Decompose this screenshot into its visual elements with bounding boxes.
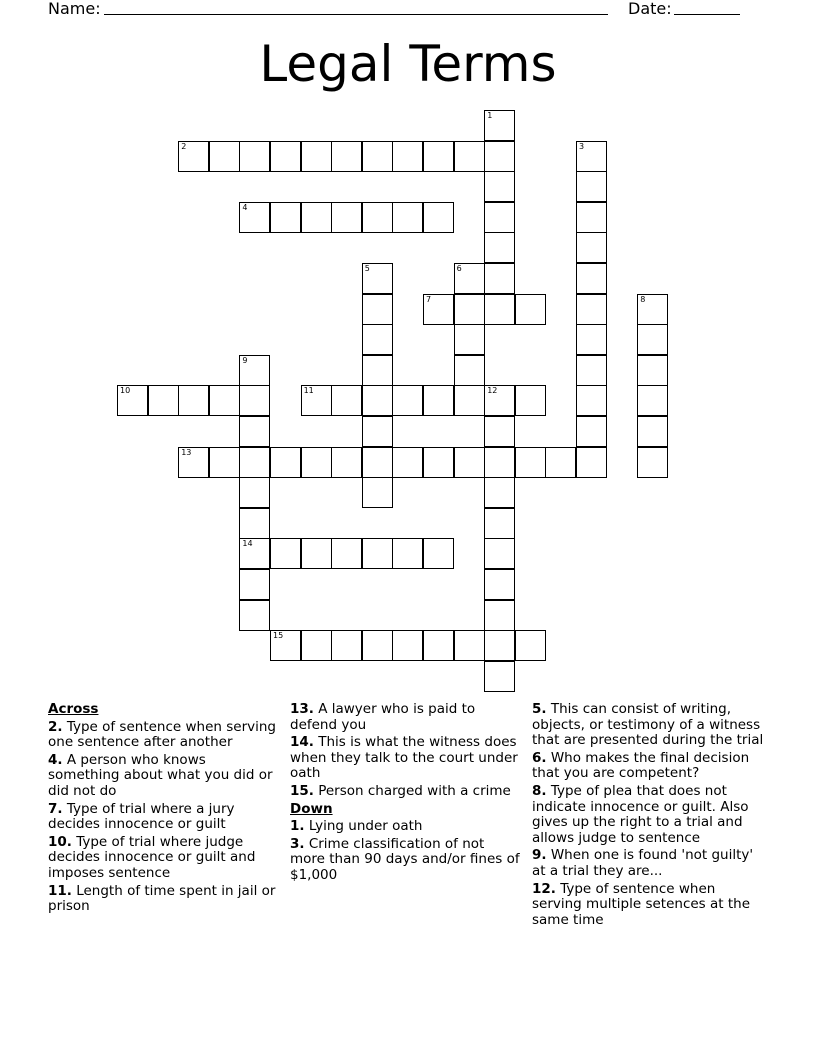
grid-cell[interactable] bbox=[454, 355, 485, 386]
clue-text: Type of sentence when serving one sentence after another bbox=[48, 718, 276, 751]
clue-number: 8. bbox=[532, 782, 547, 799]
grid-cell[interactable] bbox=[484, 202, 515, 233]
clue-number-label: 15 bbox=[273, 631, 284, 641]
grid-cell[interactable] bbox=[331, 202, 362, 233]
grid-cell[interactable] bbox=[484, 171, 515, 202]
grid-cell[interactable] bbox=[239, 416, 270, 447]
clue-number-label: 14 bbox=[242, 539, 253, 549]
clue-item bbox=[48, 835, 280, 882]
clue-text: This is what the witness does when they talk to the court under oath bbox=[290, 734, 518, 782]
grid-cell[interactable] bbox=[484, 294, 515, 325]
grid-cell[interactable] bbox=[576, 171, 607, 202]
grid-cell[interactable] bbox=[392, 538, 423, 569]
grid-cell[interactable] bbox=[515, 630, 546, 661]
clue-number-label: 9 bbox=[242, 355, 248, 365]
clue-text: Person charged with a crime bbox=[313, 782, 511, 799]
grid-cell[interactable] bbox=[454, 385, 485, 416]
clue-text: Type of plea that does not indicate innocence or guilt. Also gives up the right to a trial and allows judge to sentence bbox=[532, 782, 749, 846]
clue-number: 1. bbox=[290, 818, 305, 835]
clue-number: 4. bbox=[48, 751, 63, 768]
grid-cell[interactable] bbox=[423, 202, 454, 233]
grid-cell[interactable] bbox=[637, 416, 668, 447]
clue-text: A lawyer who is paid to defend you bbox=[290, 701, 476, 733]
clues-column-2 bbox=[290, 702, 522, 886]
clue-item bbox=[290, 702, 522, 733]
clue-item bbox=[532, 848, 764, 879]
grid-cell[interactable] bbox=[423, 447, 454, 478]
grid-cell[interactable] bbox=[362, 355, 393, 386]
clue-item bbox=[48, 753, 280, 800]
grid-cell[interactable] bbox=[331, 141, 362, 172]
grid-cell[interactable] bbox=[239, 355, 270, 386]
clue-item bbox=[290, 819, 522, 835]
grid-cell[interactable] bbox=[515, 447, 546, 478]
grid-cell[interactable] bbox=[301, 630, 332, 661]
clue-number-label: 10 bbox=[120, 386, 131, 396]
grid-cell[interactable] bbox=[331, 630, 362, 661]
grid-cell[interactable] bbox=[239, 600, 270, 631]
grid-cell[interactable] bbox=[515, 385, 546, 416]
grid-cell[interactable] bbox=[178, 385, 209, 416]
grid-cell[interactable] bbox=[392, 630, 423, 661]
grid-cell[interactable] bbox=[637, 385, 668, 416]
grid-cell[interactable] bbox=[576, 355, 607, 386]
grid-cell[interactable] bbox=[392, 141, 423, 172]
grid-cell[interactable] bbox=[484, 447, 515, 478]
clue-number-label: 11 bbox=[303, 386, 314, 396]
clue-number-label: 1 bbox=[487, 111, 493, 120]
clues-column-1 bbox=[48, 702, 280, 917]
clue-number-label: 7 bbox=[426, 294, 432, 304]
clue-item bbox=[290, 735, 522, 782]
clue-item bbox=[290, 837, 522, 884]
clue-number-label: 12 bbox=[487, 386, 498, 396]
grid-cell[interactable] bbox=[484, 477, 515, 508]
clue-text: When one is found 'not guilty' at a trial they are... bbox=[532, 847, 754, 879]
clue-text: Crime classification of not more than 90 days and/or fines of $1,000 bbox=[290, 835, 520, 883]
grid-cell[interactable] bbox=[454, 447, 485, 478]
page-title: Legal Terms bbox=[259, 35, 557, 93]
grid-cell[interactable] bbox=[576, 447, 607, 478]
clue-item bbox=[48, 720, 280, 751]
grid-cell[interactable] bbox=[331, 538, 362, 569]
grid-cell[interactable] bbox=[209, 385, 240, 416]
clue-item bbox=[48, 802, 280, 833]
grid-cell[interactable] bbox=[270, 447, 301, 478]
grid-cell[interactable] bbox=[239, 538, 270, 569]
grid-cell[interactable] bbox=[423, 141, 454, 172]
grid-cell[interactable] bbox=[301, 538, 332, 569]
grid-cell[interactable] bbox=[239, 447, 270, 478]
clue-number: 2. bbox=[48, 718, 63, 735]
grid-cell[interactable] bbox=[423, 385, 454, 416]
grid-cell[interactable] bbox=[301, 141, 332, 172]
grid-cell[interactable] bbox=[362, 630, 393, 661]
grid-cell[interactable] bbox=[484, 385, 515, 416]
grid-cell[interactable] bbox=[423, 538, 454, 569]
clues-column-3 bbox=[532, 702, 764, 930]
date-label: Date: bbox=[628, 0, 672, 18]
grid-cell[interactable] bbox=[576, 232, 607, 263]
grid-cell[interactable] bbox=[270, 141, 301, 172]
grid-cell[interactable] bbox=[576, 141, 607, 172]
grid-cell[interactable] bbox=[362, 263, 393, 294]
grid-cell[interactable] bbox=[423, 630, 454, 661]
grid-cell[interactable] bbox=[362, 141, 393, 172]
name-label: Name: bbox=[48, 0, 101, 18]
grid-cell[interactable] bbox=[270, 630, 301, 661]
clue-number: 5. bbox=[532, 701, 547, 717]
clue-number: 10. bbox=[48, 833, 72, 850]
clue-number-label: 2 bbox=[181, 141, 187, 151]
grid-cell[interactable] bbox=[515, 294, 546, 325]
section-heading: Down bbox=[290, 800, 333, 817]
grid-cell[interactable] bbox=[362, 447, 393, 478]
grid-cell[interactable] bbox=[239, 141, 270, 172]
clue-number-label: 6 bbox=[456, 264, 462, 273]
grid-cell[interactable] bbox=[484, 141, 515, 172]
grid-cell[interactable] bbox=[484, 600, 515, 631]
clue-text: Length of time spent in jail or prison bbox=[48, 882, 276, 915]
grid-cell[interactable] bbox=[454, 324, 485, 355]
grid-cell[interactable] bbox=[270, 202, 301, 233]
grid-cell[interactable] bbox=[576, 202, 607, 233]
grid-cell[interactable] bbox=[148, 385, 179, 416]
clue-text: Type of trial where a jury decides innocence or guilt bbox=[48, 800, 235, 833]
clue-item bbox=[532, 751, 764, 782]
grid-cell[interactable] bbox=[117, 385, 148, 416]
clue-text: This can consist of writing, objects, or testimony of a witness that are presented during the trial bbox=[532, 701, 764, 749]
clue-text: Lying under oath bbox=[304, 818, 423, 835]
grid-cell[interactable] bbox=[637, 324, 668, 355]
clue-number: 14. bbox=[290, 734, 314, 751]
clue-number-label: 5 bbox=[364, 264, 370, 273]
grid-cell[interactable] bbox=[392, 447, 423, 478]
grid-cell[interactable] bbox=[576, 263, 607, 294]
grid-cell[interactable] bbox=[239, 202, 270, 233]
grid-cell[interactable] bbox=[484, 232, 515, 263]
clue-number: 15. bbox=[290, 782, 314, 799]
grid-cell[interactable] bbox=[178, 141, 209, 172]
grid-cell[interactable] bbox=[239, 477, 270, 508]
grid-cell[interactable] bbox=[362, 294, 393, 325]
grid-cell[interactable] bbox=[239, 508, 270, 539]
clue-number: 3. bbox=[290, 835, 305, 852]
grid-cell[interactable] bbox=[270, 538, 301, 569]
grid-cell[interactable] bbox=[423, 294, 454, 325]
grid-cell[interactable] bbox=[484, 263, 515, 294]
grid-cell[interactable] bbox=[362, 385, 393, 416]
grid-cell[interactable] bbox=[392, 385, 423, 416]
grid-cell[interactable] bbox=[484, 538, 515, 569]
clue-item bbox=[532, 882, 764, 929]
grid-cell[interactable] bbox=[484, 110, 515, 141]
grid-cell[interactable] bbox=[484, 630, 515, 661]
grid-cell[interactable] bbox=[362, 416, 393, 447]
clue-number-label: 3 bbox=[579, 141, 585, 151]
grid-cell[interactable] bbox=[362, 324, 393, 355]
clue-number: 9. bbox=[532, 847, 547, 864]
grid-cell[interactable] bbox=[362, 538, 393, 569]
grid-cell[interactable] bbox=[178, 447, 209, 478]
grid-cell[interactable] bbox=[362, 477, 393, 508]
clue-number-label: 8 bbox=[640, 294, 646, 304]
grid-cell[interactable] bbox=[454, 294, 485, 325]
clue-text: A person who knows something about what you did or did not do bbox=[48, 751, 273, 799]
grid-cell[interactable] bbox=[637, 355, 668, 386]
grid-cell[interactable] bbox=[331, 385, 362, 416]
grid-cell[interactable] bbox=[362, 202, 393, 233]
grid-cell[interactable] bbox=[209, 141, 240, 172]
grid-cell[interactable] bbox=[545, 447, 576, 478]
grid-cell[interactable] bbox=[637, 294, 668, 325]
grid-cell[interactable] bbox=[576, 294, 607, 325]
grid-cell[interactable] bbox=[301, 447, 332, 478]
clue-item bbox=[48, 884, 280, 915]
section-heading: Across bbox=[48, 701, 99, 717]
grid-cell[interactable] bbox=[454, 263, 485, 294]
grid-cell[interactable] bbox=[239, 569, 270, 600]
grid-cell[interactable] bbox=[392, 202, 423, 233]
clue-text: Who makes the final decision that you are competent? bbox=[532, 749, 750, 782]
grid-cell[interactable] bbox=[484, 661, 515, 692]
grid-cell[interactable] bbox=[209, 447, 240, 478]
clue-number: 6. bbox=[532, 749, 547, 766]
grid-cell[interactable] bbox=[484, 508, 515, 539]
clue-number: 11. bbox=[48, 882, 72, 899]
grid-cell[interactable] bbox=[576, 324, 607, 355]
clue-text: Type of sentence when serving multiple setences at the same time bbox=[532, 880, 751, 928]
clue-item bbox=[532, 784, 764, 846]
clue-number: 7. bbox=[48, 800, 63, 817]
grid-cell[interactable] bbox=[454, 141, 485, 172]
grid-cell[interactable] bbox=[454, 630, 485, 661]
clue-item bbox=[290, 784, 522, 800]
grid-cell[interactable] bbox=[576, 385, 607, 416]
grid-cell[interactable] bbox=[484, 569, 515, 600]
grid-cell[interactable] bbox=[331, 447, 362, 478]
clue-text: Type of trial where judge decides innocence or guilt and imposes sentence bbox=[48, 833, 256, 881]
grid-cell[interactable] bbox=[239, 385, 270, 416]
clue-number: 13. bbox=[290, 701, 314, 717]
clue-number-label: 4 bbox=[242, 202, 248, 212]
grid-cell[interactable] bbox=[484, 416, 515, 447]
clue-number-label: 13 bbox=[181, 447, 192, 457]
grid-cell[interactable] bbox=[576, 416, 607, 447]
clue-item bbox=[532, 702, 764, 749]
grid-cell[interactable] bbox=[301, 202, 332, 233]
clue-number: 12. bbox=[532, 880, 556, 897]
grid-cell[interactable] bbox=[301, 385, 332, 416]
grid-cell[interactable] bbox=[637, 447, 668, 478]
